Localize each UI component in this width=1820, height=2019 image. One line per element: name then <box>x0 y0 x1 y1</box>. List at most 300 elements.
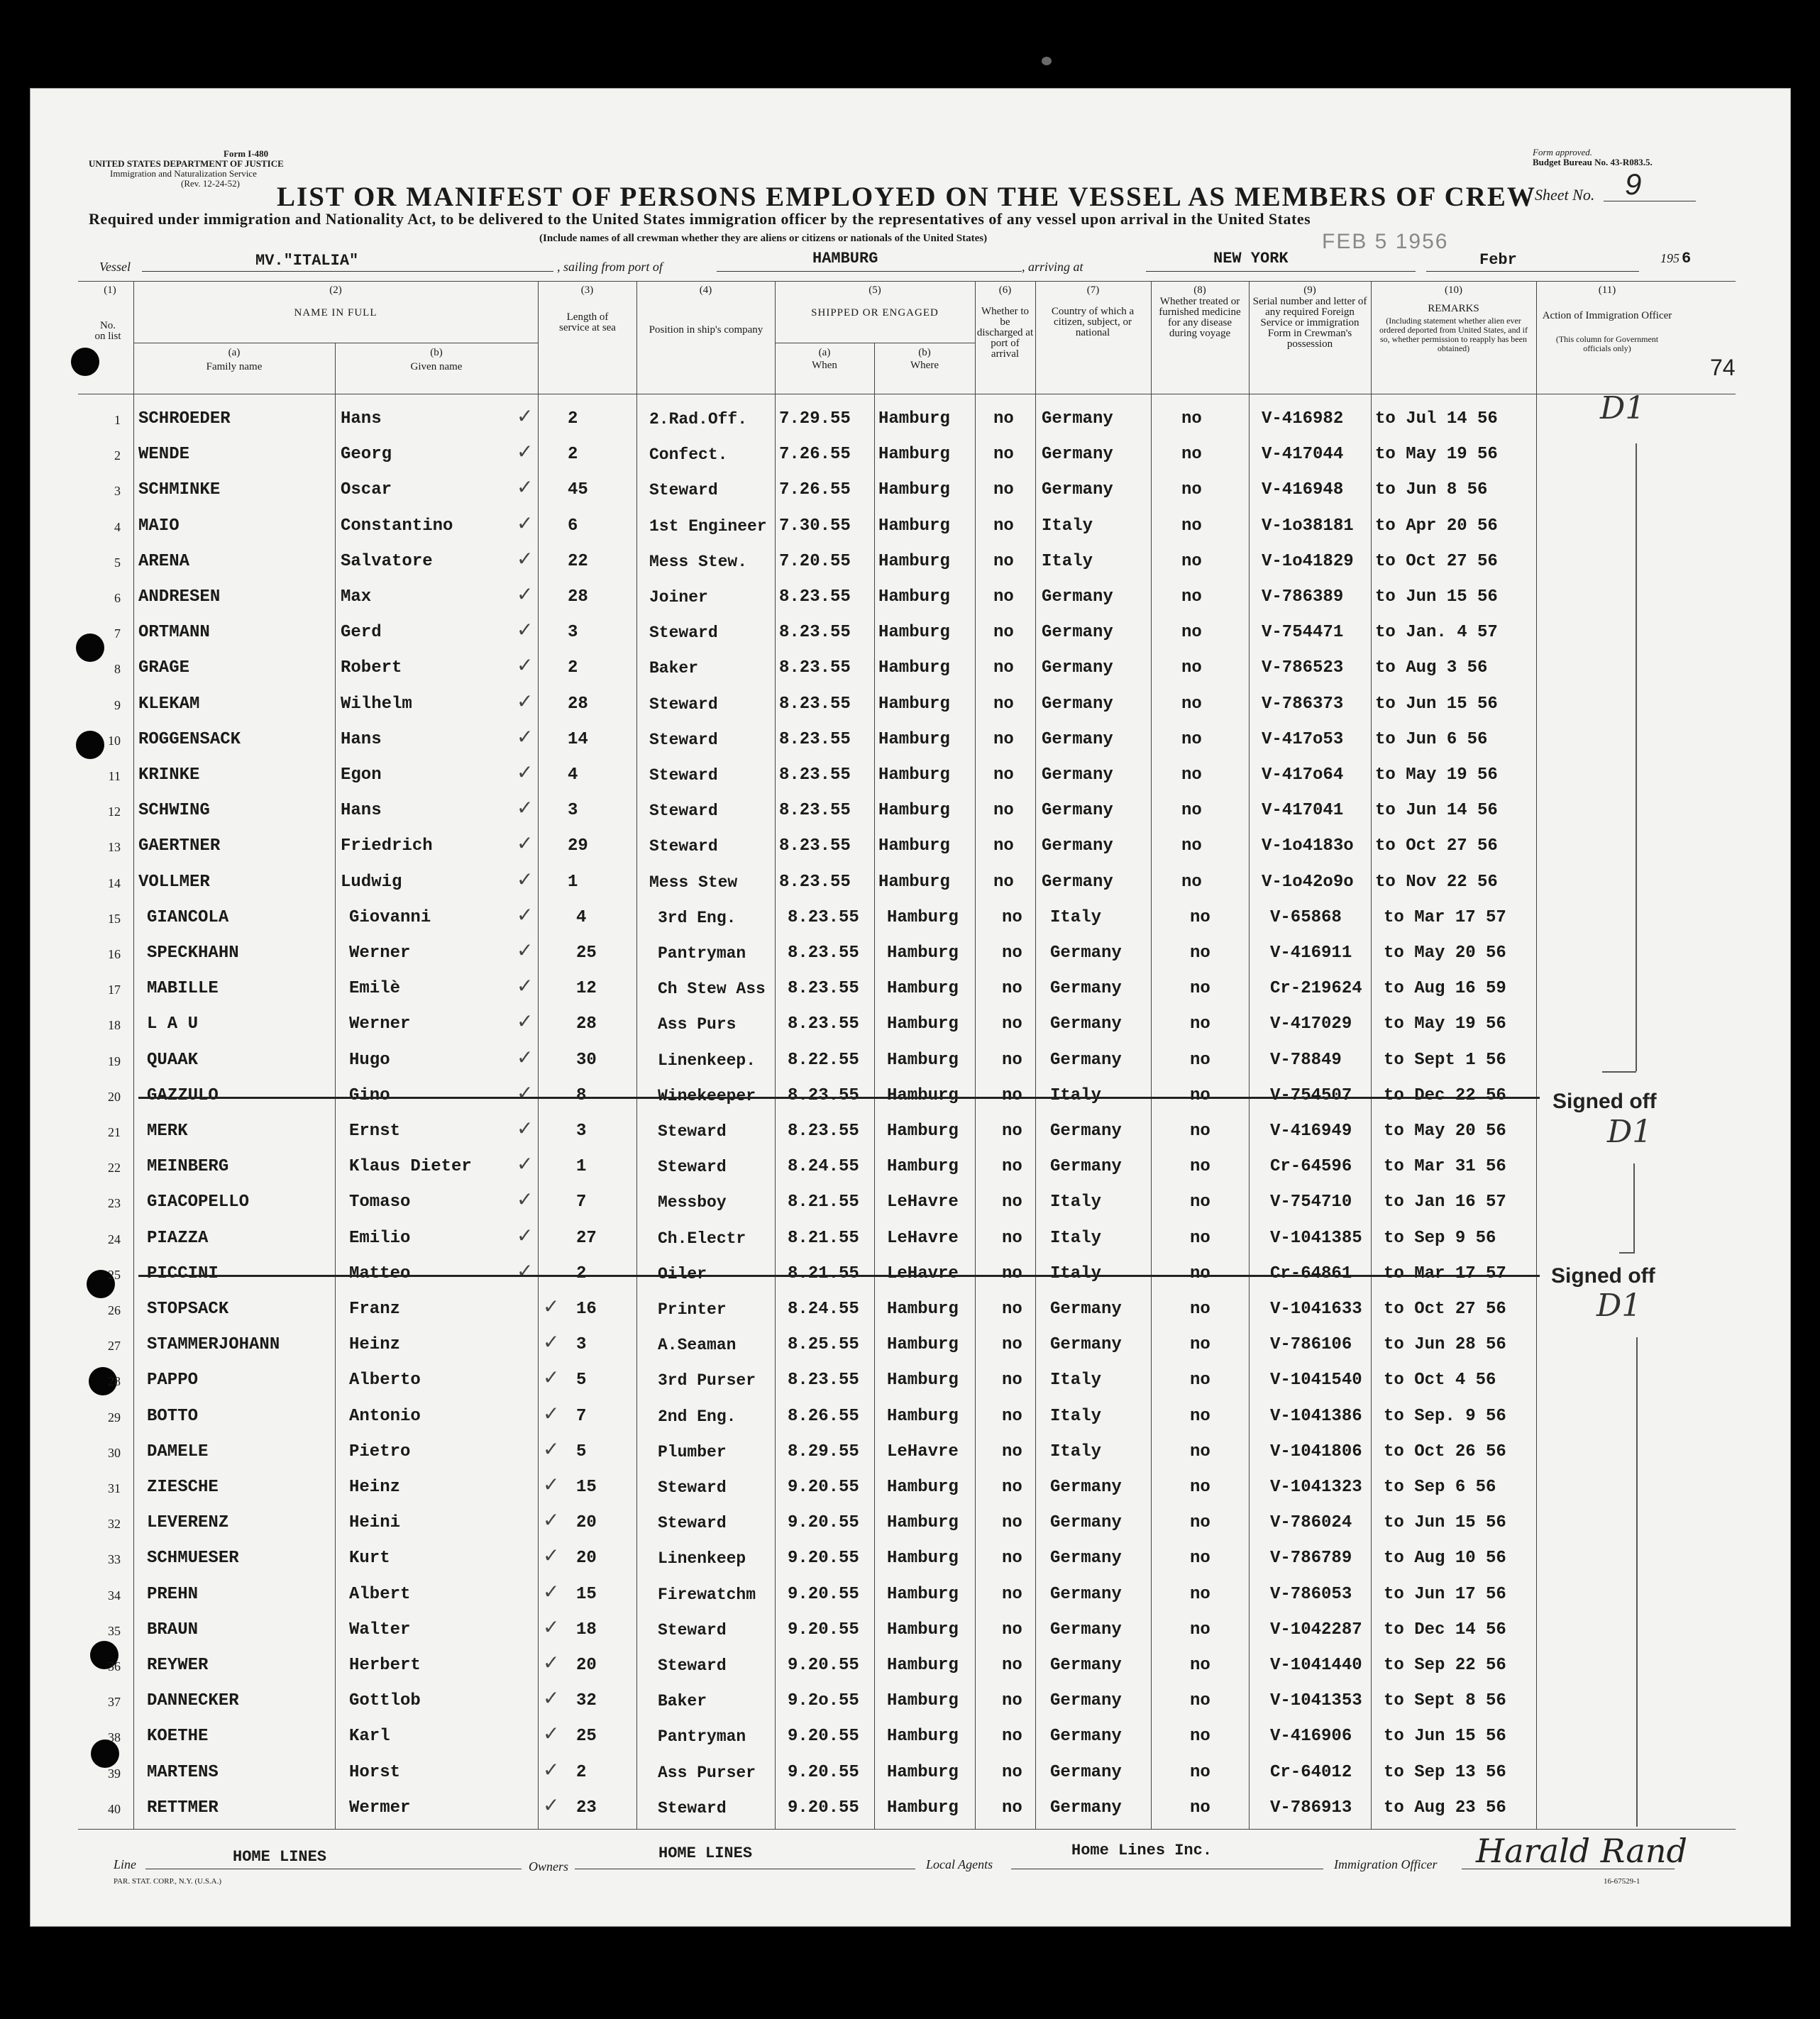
engaged-date-cell: 9.20.55 <box>788 1798 859 1818</box>
row-number: 35 <box>108 1623 121 1638</box>
engaged-date-cell: 8.26.55 <box>788 1406 859 1426</box>
col-sep <box>335 343 336 1829</box>
col10-heading: REMARKS <box>1428 303 1479 314</box>
treated-cell: no <box>1190 1691 1210 1711</box>
service-length-cell: 27 <box>576 1228 597 1248</box>
family-name-cell: GIACOPELLO <box>147 1193 250 1212</box>
row-number: 17 <box>108 983 121 997</box>
position-cell: Ch Stew Ass <box>658 980 766 999</box>
service-length-cell: 28 <box>576 1014 597 1034</box>
row-number: 8 <box>114 662 121 677</box>
position-cell: 3rd Eng. <box>658 908 737 927</box>
engaged-date-cell: 8.23.55 <box>788 944 859 963</box>
remarks-cell: to Jun 15 56 <box>1375 694 1498 714</box>
country-cell: Germany <box>1050 944 1122 963</box>
treated-cell: no <box>1190 1371 1210 1390</box>
col-sep <box>1035 281 1036 1829</box>
page-note: 74 <box>1710 355 1736 380</box>
country-cell: Italy <box>1050 1442 1102 1461</box>
manifest-note: (Include names of all crewman whether they are aliens or citizens or nationals of the United States) <box>539 233 988 244</box>
family-name-cell: SCHMINKE <box>138 480 221 500</box>
treated-cell: no <box>1181 480 1202 500</box>
engaged-date-cell: 9.20.55 <box>788 1513 859 1533</box>
col1-heading: No. on list <box>94 320 121 342</box>
discharged-cell: no <box>993 445 1014 465</box>
serial-number-cell: V-1041633 <box>1270 1300 1362 1319</box>
row-number: 13 <box>108 840 121 855</box>
engaged-place-cell: Hamburg <box>887 1656 959 1675</box>
discharged-cell: no <box>1002 1014 1022 1034</box>
row-number: 21 <box>108 1125 121 1139</box>
remarks-cell: to Jun 15 56 <box>1384 1727 1506 1747</box>
position-cell: Ass Purser <box>658 1763 756 1782</box>
position-cell: Pantryman <box>658 1727 746 1747</box>
engaged-place-cell: Hamburg <box>887 1727 959 1747</box>
treated-cell: no <box>1181 836 1202 856</box>
remarks-cell: to Jun 15 56 <box>1384 1513 1506 1533</box>
discharged-cell: no <box>1002 1549 1022 1569</box>
given-name-cell: Giovanni <box>349 907 431 927</box>
discharged-cell: no <box>993 409 1014 428</box>
service-length-cell: 16 <box>576 1300 597 1319</box>
sheet-number: 9 <box>1625 167 1642 201</box>
discharged-cell: no <box>1002 1656 1022 1675</box>
remarks-cell: to Sep. 9 56 <box>1384 1406 1506 1426</box>
treated-cell: no <box>1190 1263 1210 1283</box>
printer-imprint: PAR. STAT. CORP., N.Y. (U.S.A.) <box>114 1877 222 1886</box>
given-name-cell: Emilè <box>349 979 401 999</box>
sailing-label: , sailing from port of <box>557 260 663 274</box>
col5a-heading: When <box>812 360 837 371</box>
budget-bureau: Budget Bureau No. 43-R083.5. <box>1533 157 1653 167</box>
family-name-cell: PAPPO <box>147 1371 199 1390</box>
serial-number-cell: V-1041440 <box>1270 1656 1362 1675</box>
position-cell: Pantryman <box>658 944 746 963</box>
engaged-date-cell: 8.23.55 <box>788 907 859 927</box>
given-name-cell: Max <box>341 587 372 607</box>
service-length-cell: 3 <box>576 1335 587 1355</box>
officer-signature: Harald Rand <box>1476 1832 1687 1870</box>
serial-number-cell: V-1041540 <box>1270 1371 1362 1390</box>
row-number: 10 <box>108 733 121 748</box>
check-mark-icon: ✓ <box>543 1615 560 1639</box>
service-length-cell: 32 <box>576 1691 597 1711</box>
row-number: 4 <box>114 519 121 534</box>
treated-cell: no <box>1181 445 1202 465</box>
check-mark-icon: ✓ <box>543 1330 560 1354</box>
engaged-place-cell: Hamburg <box>878 587 950 607</box>
date-stamp: FEB 5 1956 <box>1322 230 1449 253</box>
family-name-cell: ROGGENSACK <box>138 729 241 749</box>
given-name-cell: Emilio <box>349 1228 411 1248</box>
position-cell: Steward <box>649 802 718 821</box>
disposition-d1: D1 <box>1596 1288 1642 1324</box>
serial-number-cell: V-416911 <box>1270 944 1352 963</box>
position-cell: Linenkeep <box>658 1549 746 1569</box>
strike-through-line <box>138 1097 1540 1099</box>
engaged-date-cell: 8.24.55 <box>788 1157 859 1177</box>
treated-cell: no <box>1190 1584 1210 1604</box>
engaged-date-cell: 9.20.55 <box>788 1584 859 1604</box>
signed-off-note: Signed off <box>1551 1264 1655 1288</box>
remarks-cell: to Apr 20 56 <box>1375 516 1498 536</box>
row-number: 7 <box>114 626 121 641</box>
engaged-date-cell: 8.23.55 <box>779 872 851 892</box>
given-name-cell: Hugo <box>349 1050 390 1070</box>
service-length-cell: 23 <box>576 1798 597 1818</box>
serial-number-cell: V-1o42o9o <box>1262 872 1354 892</box>
engaged-place-cell: LeHavre <box>887 1228 959 1248</box>
country-cell: Germany <box>1050 1656 1122 1675</box>
remarks-cell: to Sep 22 56 <box>1384 1656 1506 1675</box>
discharged-cell: no <box>993 765 1014 785</box>
sheet-label: Sheet No. <box>1535 186 1595 204</box>
treated-cell: no <box>1190 1122 1210 1141</box>
engaged-date-cell: 8.24.55 <box>788 1300 859 1319</box>
position-cell: Ass Purs <box>658 1015 737 1034</box>
position-cell: 3rd Purser <box>658 1371 756 1390</box>
year-suffix: 6 <box>1682 250 1692 267</box>
check-mark-icon: ✓ <box>517 582 534 606</box>
treated-cell: no <box>1190 1300 1210 1319</box>
remarks-cell: to Jun 6 56 <box>1375 729 1488 749</box>
given-name-cell: Robert <box>341 658 402 678</box>
treated-cell: no <box>1190 1014 1210 1034</box>
service-length-cell: 2 <box>568 409 578 428</box>
check-mark-icon: ✓ <box>517 440 534 464</box>
country-cell: Germany <box>1042 872 1113 892</box>
remarks-cell: to Oct 27 56 <box>1375 836 1498 856</box>
check-mark-icon: ✓ <box>517 974 534 998</box>
form-code: 16-67529-1 <box>1604 1877 1640 1886</box>
col11-heading: Action of Immigration Officer <box>1542 310 1672 321</box>
country-cell: Germany <box>1050 1691 1122 1711</box>
given-name-cell: Werner <box>349 1014 411 1034</box>
engaged-place-cell: Hamburg <box>887 1300 959 1319</box>
remarks-cell: to Jun 8 56 <box>1375 480 1488 500</box>
check-mark-icon: ✓ <box>517 939 534 962</box>
bracket-line <box>1636 443 1637 1071</box>
family-name-cell: MAIO <box>138 516 180 536</box>
service-length-cell: 29 <box>568 836 588 856</box>
treated-cell: no <box>1181 872 1202 892</box>
col11-number: (11) <box>1598 284 1616 296</box>
remarks-cell: to Oct 27 56 <box>1384 1300 1506 1319</box>
port-underline <box>717 271 1022 272</box>
row-number: 16 <box>108 947 121 961</box>
treated-cell: no <box>1190 1478 1210 1497</box>
signed-off-note: Signed off <box>1552 1090 1657 1113</box>
service-length-cell: 20 <box>576 1513 597 1533</box>
position-cell: Steward <box>658 1798 727 1818</box>
col2b-heading: Given name <box>410 361 463 372</box>
service-length-cell: 2 <box>568 658 578 678</box>
col9-number: (9) <box>1303 284 1316 296</box>
arrival-port: NEW YORK <box>1213 250 1289 267</box>
country-cell: Germany <box>1050 1157 1122 1177</box>
service-length-cell: 25 <box>576 944 597 963</box>
serial-number-cell: Cr-64012 <box>1270 1762 1352 1782</box>
check-mark-icon: ✓ <box>517 511 534 535</box>
position-cell: 2nd Eng. <box>658 1407 737 1426</box>
country-cell: Italy <box>1042 551 1093 571</box>
given-name-cell: Gerd <box>341 623 382 643</box>
discharged-cell: no <box>993 836 1014 856</box>
discharged-cell: no <box>1002 1478 1022 1497</box>
given-name-cell: Heini <box>349 1513 401 1533</box>
country-cell: Germany <box>1042 658 1113 678</box>
discharged-cell: no <box>1002 944 1022 963</box>
engaged-date-cell: 7.26.55 <box>779 445 851 465</box>
arriving-label: , arriving at <box>1022 260 1083 274</box>
serial-number-cell: V-786053 <box>1270 1584 1352 1604</box>
service-length-cell: 45 <box>568 480 588 500</box>
engaged-date-cell: 8.21.55 <box>788 1228 859 1248</box>
engaged-date-cell: 8.23.55 <box>779 623 851 643</box>
col7-number: (7) <box>1086 284 1100 296</box>
row-number: 39 <box>108 1766 121 1781</box>
treated-cell: no <box>1190 1442 1210 1461</box>
remarks-cell: to Nov 22 56 <box>1375 872 1498 892</box>
discharged-cell: no <box>993 623 1014 643</box>
engaged-date-cell: 8.23.55 <box>779 801 851 821</box>
engaged-place-cell: Hamburg <box>887 907 959 927</box>
serial-number-cell: V-754710 <box>1270 1193 1352 1212</box>
col3-heading: Length of service at sea <box>559 311 616 333</box>
position-cell: Baker <box>658 1692 707 1711</box>
serial-number-cell: V-1041806 <box>1270 1442 1362 1461</box>
row-number: 3 <box>114 484 121 499</box>
engaged-place-cell: Hamburg <box>878 445 950 465</box>
discharged-cell: no <box>1002 1193 1022 1212</box>
engaged-date-cell: 9.20.55 <box>788 1620 859 1639</box>
serial-number-cell: V-1041323 <box>1270 1478 1362 1497</box>
given-name-cell: Matteo <box>349 1263 411 1283</box>
row-number: 33 <box>108 1552 121 1567</box>
service-length-cell: 14 <box>568 729 588 749</box>
given-name-cell: Gottlob <box>349 1691 421 1711</box>
treated-cell: no <box>1181 765 1202 785</box>
position-cell: Oiler <box>658 1264 707 1283</box>
line-label: Line <box>114 1857 137 1871</box>
position-cell: Steward <box>649 624 718 643</box>
engaged-place-cell: Hamburg <box>878 729 950 749</box>
family-name-cell: MERK <box>147 1122 188 1141</box>
position-cell: 1st Engineer <box>649 516 767 536</box>
family-name-cell: MABILLE <box>147 979 219 999</box>
check-mark-icon: ✓ <box>517 618 534 642</box>
check-mark-icon: ✓ <box>543 1437 560 1461</box>
given-name-cell: Heinz <box>349 1478 401 1497</box>
engaged-date-cell: 7.20.55 <box>779 551 851 571</box>
family-name-cell: DAMELE <box>147 1442 209 1461</box>
service-length-cell: 1 <box>576 1157 587 1177</box>
engaged-date-cell: 7.30.55 <box>779 516 851 536</box>
col-sep <box>1151 281 1152 1829</box>
country-cell: Germany <box>1050 1762 1122 1782</box>
given-name-cell: Walter <box>349 1620 411 1639</box>
form-number: Form I-480 <box>224 148 269 159</box>
engaged-place-cell: Hamburg <box>887 1050 959 1070</box>
remarks-cell: to Jun 17 56 <box>1384 1584 1506 1604</box>
family-name-cell: RETTMER <box>147 1798 219 1818</box>
col10-note: (Including statement whether alien ever ordered deported from United States, and if so, whether permission to reapply has been obtained) <box>1379 316 1528 353</box>
service-length-cell: 6 <box>568 516 578 536</box>
col-sep <box>1536 281 1537 1829</box>
discharged-cell: no <box>1002 1798 1022 1818</box>
strike-through-line <box>138 1275 1540 1277</box>
family-name-cell: GRAGE <box>138 658 190 678</box>
remarks-cell: to May 19 56 <box>1375 765 1498 785</box>
position-cell: Steward <box>658 1478 727 1497</box>
treated-cell: no <box>1181 729 1202 749</box>
service-length-cell: 25 <box>576 1727 597 1747</box>
family-name-cell: STOPSACK <box>147 1300 229 1319</box>
serial-number-cell: V-416982 <box>1262 409 1344 428</box>
family-name-cell: LEVERENZ <box>147 1513 229 1533</box>
check-mark-icon: ✓ <box>543 1722 560 1746</box>
given-name-cell: Gino <box>349 1085 390 1105</box>
position-cell: Steward <box>658 1656 727 1675</box>
engaged-place-cell: Hamburg <box>878 409 950 428</box>
country-cell: Germany <box>1050 1620 1122 1639</box>
given-name-cell: Franz <box>349 1300 401 1319</box>
position-cell: Ch.Electr <box>658 1229 746 1248</box>
treated-cell: no <box>1190 1798 1210 1818</box>
family-name-cell: REYWER <box>147 1656 209 1675</box>
remarks-cell: to Oct 27 56 <box>1375 551 1498 571</box>
serial-number-cell: V-1042287 <box>1270 1620 1362 1639</box>
check-mark-icon: ✓ <box>517 724 534 748</box>
engaged-date-cell: 8.29.55 <box>788 1442 859 1461</box>
service-length-cell: 18 <box>576 1620 597 1639</box>
serial-number-cell: Cr-64861 <box>1270 1263 1352 1283</box>
treated-cell: no <box>1181 623 1202 643</box>
treated-cell: no <box>1190 1656 1210 1675</box>
position-cell: Baker <box>649 659 699 678</box>
owners-label: Owners <box>529 1859 569 1874</box>
serial-number-cell: V-416949 <box>1270 1122 1352 1141</box>
serial-number-cell: V-1o38181 <box>1262 516 1354 536</box>
serial-number-cell: Cr-64596 <box>1270 1157 1352 1177</box>
serial-number-cell: V-1041386 <box>1270 1406 1362 1426</box>
country-cell: Italy <box>1050 1263 1102 1283</box>
discharged-cell: no <box>993 694 1014 714</box>
agents-value: Home Lines Inc. <box>1071 1842 1213 1859</box>
family-name-cell: SCHMUESER <box>147 1549 239 1569</box>
position-cell: 2.Rad.Off. <box>649 410 748 428</box>
family-name-cell: VOLLMER <box>138 872 210 892</box>
engaged-place-cell: LeHavre <box>887 1193 959 1212</box>
service-length-cell: 15 <box>576 1478 597 1497</box>
country-cell: Italy <box>1050 1406 1102 1426</box>
col-sep <box>1371 281 1372 1829</box>
position-cell: Steward <box>649 766 718 785</box>
treated-cell: no <box>1181 516 1202 536</box>
given-name-cell: Herbert <box>349 1656 421 1675</box>
given-name-cell: Tomaso <box>349 1193 411 1212</box>
discharged-cell: no <box>1002 1442 1022 1461</box>
given-name-cell: Karl <box>349 1727 390 1747</box>
treated-cell: no <box>1181 801 1202 821</box>
country-cell: Germany <box>1050 1549 1122 1569</box>
remarks-cell: to May 20 56 <box>1384 1122 1506 1141</box>
check-mark-icon: ✓ <box>543 1686 560 1710</box>
row-number: 14 <box>108 875 121 890</box>
service-length-cell: 5 <box>576 1371 587 1390</box>
position-cell: Firewatchm <box>658 1585 756 1604</box>
service-length-cell: 5 <box>576 1442 587 1461</box>
discharged-cell: no <box>1002 1620 1022 1639</box>
remarks-cell: to Jan. 4 57 <box>1375 623 1498 643</box>
serial-number-cell: V-1o41829 <box>1262 551 1354 571</box>
family-name-cell: MEINBERG <box>147 1157 229 1177</box>
given-name-cell: Ludwig <box>341 872 402 892</box>
col-sep <box>133 281 134 1829</box>
engaged-date-cell: 9.20.55 <box>788 1762 859 1782</box>
row-number: 34 <box>108 1588 121 1603</box>
service-length-cell: 4 <box>568 765 578 785</box>
remarks-cell: to May 19 56 <box>1384 1014 1506 1034</box>
engaged-place-cell: Hamburg <box>878 658 950 678</box>
check-mark-icon: ✓ <box>517 475 534 499</box>
family-name-cell: MARTENS <box>147 1762 219 1782</box>
service-length-cell: 7 <box>576 1193 587 1212</box>
given-name-cell: Hans <box>341 729 382 749</box>
check-mark-icon: ✓ <box>543 1366 560 1390</box>
family-name-cell: KOETHE <box>147 1727 209 1747</box>
service-length-cell: 8 <box>576 1085 587 1105</box>
treated-cell: no <box>1190 907 1210 927</box>
check-mark-icon: ✓ <box>517 1010 534 1034</box>
engaged-date-cell: 7.26.55 <box>779 480 851 500</box>
service-length-cell: 7 <box>576 1406 587 1426</box>
country-cell: Germany <box>1042 729 1113 749</box>
family-name-cell: PREHN <box>147 1584 199 1604</box>
country-cell: Italy <box>1050 907 1102 927</box>
treated-cell: no <box>1181 551 1202 571</box>
binder-hole <box>71 348 99 376</box>
engaged-date-cell: 8.23.55 <box>779 694 851 714</box>
row-number: 12 <box>108 804 121 819</box>
position-cell: Plumber <box>658 1442 727 1461</box>
service-length-cell: 30 <box>576 1050 597 1070</box>
remarks-cell: to Sep 6 56 <box>1384 1478 1496 1497</box>
family-name-cell: L A U <box>147 1014 199 1034</box>
check-mark-icon: ✓ <box>517 760 534 784</box>
col5a-number: (a) <box>818 347 831 358</box>
serial-number-cell: V-1o4183o <box>1262 836 1354 856</box>
check-mark-icon: ✓ <box>517 902 534 926</box>
row-number: 38 <box>108 1730 121 1745</box>
given-name-cell: Hans <box>341 409 382 428</box>
family-name-cell: DANNECKER <box>147 1691 239 1711</box>
service-length-cell: 4 <box>576 907 587 927</box>
country-cell: Germany <box>1050 1122 1122 1141</box>
serial-number-cell: V-416906 <box>1270 1727 1352 1747</box>
position-cell: Steward <box>658 1514 727 1533</box>
engaged-date-cell: 8.23.55 <box>779 658 851 678</box>
check-mark-icon: ✓ <box>517 404 534 428</box>
col10-number: (10) <box>1445 284 1462 296</box>
family-name-cell: ARENA <box>138 551 190 571</box>
row-number: 22 <box>108 1161 121 1176</box>
service-line: Immigration and Naturalization Service <box>110 168 257 179</box>
engaged-place-cell: Hamburg <box>887 1762 959 1782</box>
given-name-cell: Horst <box>349 1762 401 1782</box>
position-cell: Steward <box>649 481 718 500</box>
col4-number: (4) <box>699 284 712 296</box>
